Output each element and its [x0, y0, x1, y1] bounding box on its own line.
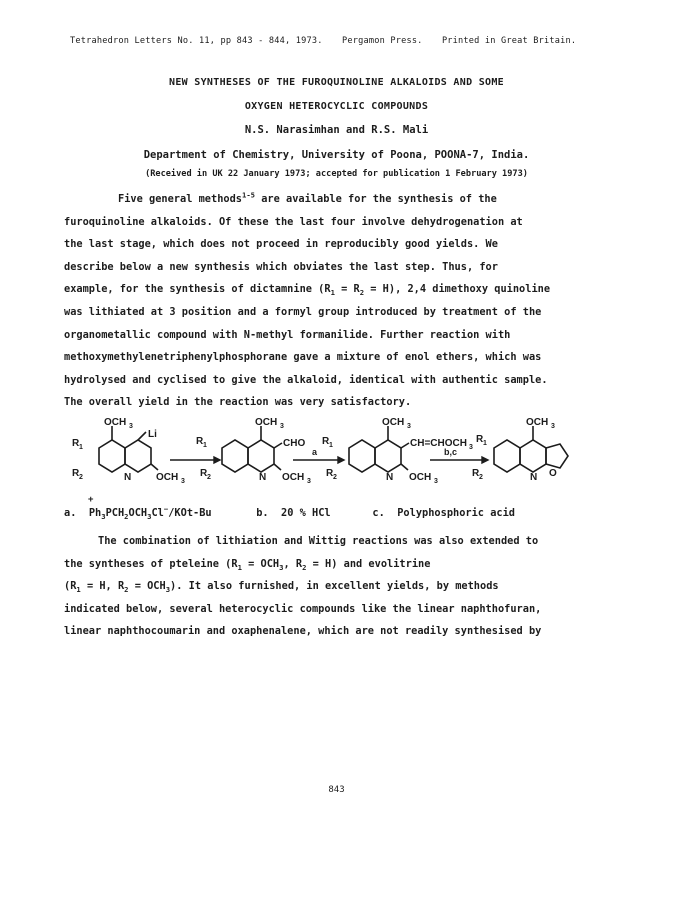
text-run: /KOt-Bu: [168, 507, 212, 519]
page-number: 843: [328, 785, 345, 795]
arrows: [170, 457, 488, 463]
article-title-line2: OXYGEN HETEROCYCLIC COMPOUNDS: [244, 101, 429, 112]
quinoline-2: [222, 426, 282, 472]
text-run: PCH: [105, 507, 125, 519]
text-line: was lithiated at 3 position and a formyl group introduced by treatment of the: [64, 305, 542, 318]
text-line: furoquinoline alkaloids. Of these the last four involve dehydrogenation at: [64, 215, 523, 228]
r2-label-1: R: [72, 468, 80, 479]
text-line: The combination of lithiation and Wittig reactions was also extended to: [98, 535, 539, 547]
text-line: linear naphthocoumarin and oxaphenalene, which are not readily synthesised by: [64, 625, 542, 638]
subscript: 1: [330, 288, 335, 298]
authors: N.S. Narasimhan and R.S. Mali: [244, 124, 429, 136]
text-run: , R: [283, 557, 303, 570]
subscript: 3: [279, 562, 284, 572]
text-run: OCH: [128, 507, 148, 519]
cho-label: CHO: [283, 438, 306, 449]
r2-label-2: R: [200, 468, 208, 479]
subscript: 1: [237, 562, 242, 572]
text-line: [64, 188, 604, 211]
text-line: methoxymethylenetriphenylphosphorane gave a mixture of enol ethers, which was: [64, 351, 542, 364]
text-run: ). It also furnished, in excellent yields, by methods: [170, 580, 499, 593]
reaction-scheme: [64, 418, 624, 508]
n-label-4: N: [530, 472, 538, 483]
text-run: Ph: [88, 507, 102, 519]
arrow-a-label: a: [312, 447, 318, 457]
text-line: The overall yield in the reaction was very satisfactory.: [64, 396, 412, 409]
r1-label-3: R: [322, 436, 330, 447]
r1-sub-1: 1: [79, 444, 83, 451]
och3-label-1b: OCH: [156, 472, 179, 483]
text-run: Polyphosphoric acid: [397, 507, 516, 519]
subscript: 2: [124, 585, 129, 595]
text-line: organometallic compound with N-methyl formanilide. Further reaction with: [64, 328, 511, 341]
r1-sub-4: 1: [483, 440, 487, 447]
r1-label-1: R: [72, 438, 80, 449]
och3-label-3b: OCH: [409, 472, 432, 483]
och3-label-3: OCH: [382, 418, 405, 428]
o-label-4: O: [549, 468, 557, 479]
printed-note: Printed in Great Britain.: [441, 36, 577, 46]
publisher: Pergamon Press.: [341, 36, 423, 46]
subscript: 3: [101, 512, 106, 522]
text-run: Five general methods: [118, 193, 242, 205]
text-run: example, for the synthesis of dictamnine (R: [64, 283, 331, 296]
text-run: = R: [334, 283, 360, 296]
och3-label-2b: OCH: [282, 472, 305, 483]
r2-sub-3: 2: [333, 474, 337, 481]
running-header: [70, 36, 630, 46]
reagent-a: [64, 504, 250, 522]
text-line: describe below a new synthesis which obviates the last step. Thus, for: [64, 260, 498, 273]
received-dates: (Received in UK 22 January 1973; accepted for publication 1 February 1973): [145, 169, 528, 179]
reagent-list: [64, 504, 624, 522]
och3-sub-2b: 3: [307, 478, 311, 485]
r1-label-2: R: [196, 436, 204, 447]
r2-label-4: R: [472, 468, 480, 479]
r2-label-3: R: [326, 468, 334, 479]
och3-sub-1b: 3: [181, 478, 185, 485]
text-run: Cl: [151, 507, 164, 519]
och3-sub-3: 3: [407, 423, 411, 430]
r2-sub-4: 2: [479, 474, 483, 481]
och3-sub-4: 3: [551, 423, 555, 430]
subscript: 1: [76, 585, 81, 595]
text-line: the last stage, which does not proceed in reproducibly good yields. We: [64, 238, 498, 251]
och3-label-1: OCH: [104, 418, 127, 428]
r1-sub-2: 1: [203, 442, 207, 449]
li-label: Li: [148, 429, 157, 440]
quinoline-3: [349, 426, 409, 472]
n-label-2: N: [259, 472, 267, 483]
enol-ether-sub: 3: [469, 444, 473, 451]
subscript: 2: [302, 562, 307, 572]
reagent-b: [256, 507, 366, 519]
enol-ether-label: CH=CHOCH: [410, 438, 467, 449]
text-run: 20 % HCl: [281, 507, 331, 519]
r2-sub-1: 2: [79, 474, 83, 481]
text-line: [64, 553, 604, 576]
och3-sub-2: 3: [280, 423, 284, 430]
text-run: = H), 2,4 dimethoxy quinoline: [364, 283, 551, 296]
affiliation: Department of Chemistry, University of Poona, POONA-7, India.: [143, 149, 530, 161]
och3-sub-1: 3: [129, 423, 133, 430]
text-run: (R: [64, 580, 77, 593]
r1-label-4: R: [476, 434, 484, 445]
paragraph-extension: [64, 530, 604, 643]
arrow-bc-label: b,c: [444, 447, 458, 457]
reagent-label: b.: [256, 507, 269, 519]
journal-citation: Tetrahedron Letters No. 11, pp 843 - 844, 1973.: [70, 36, 323, 46]
text-run: the syntheses of pteleine (R: [64, 557, 238, 570]
och3-label-4: OCH: [526, 418, 549, 428]
text-run: = OCH: [241, 557, 280, 570]
furoquinoline: [494, 426, 568, 472]
r2-sub-2: 2: [207, 474, 211, 481]
text-run: = OCH: [128, 580, 166, 593]
paragraph-intro: [64, 188, 604, 414]
och3-label-2: OCH: [255, 418, 278, 428]
reagent-c: [372, 507, 515, 519]
text-run: are available for the synthesis of the: [255, 193, 497, 205]
n-label-3: N: [386, 472, 394, 483]
text-run: = H, R: [80, 580, 125, 593]
text-line: [64, 278, 604, 301]
article-title-line1: NEW SYNTHESES OF THE FUROQUINOLINE ALKALOIDS AND SOME: [169, 77, 504, 88]
r1-sub-3: 1: [329, 442, 333, 449]
text-line: [64, 575, 604, 598]
subscript: 2: [359, 288, 365, 298]
text-line: indicated below, several heterocyclic compounds like the linear naphthofuran,: [64, 602, 542, 615]
reagent-label: c.: [372, 507, 385, 519]
n-label-1: N: [124, 472, 132, 483]
och3-sub-3b: 3: [434, 478, 438, 485]
subscript: 3: [147, 512, 152, 522]
reagent-label: a.: [64, 507, 77, 519]
citation-superscript: 1-5: [242, 190, 256, 200]
subscript: 3: [165, 585, 171, 595]
phosphonium-plus: +: [88, 495, 94, 505]
subscript: 2: [124, 512, 129, 522]
superscript: −: [163, 504, 169, 514]
text-run: = H) and evolitrine: [306, 557, 431, 570]
text-line: hydrolysed and cyclised to give the alkaloid, identical with authentic sample.: [64, 373, 548, 386]
